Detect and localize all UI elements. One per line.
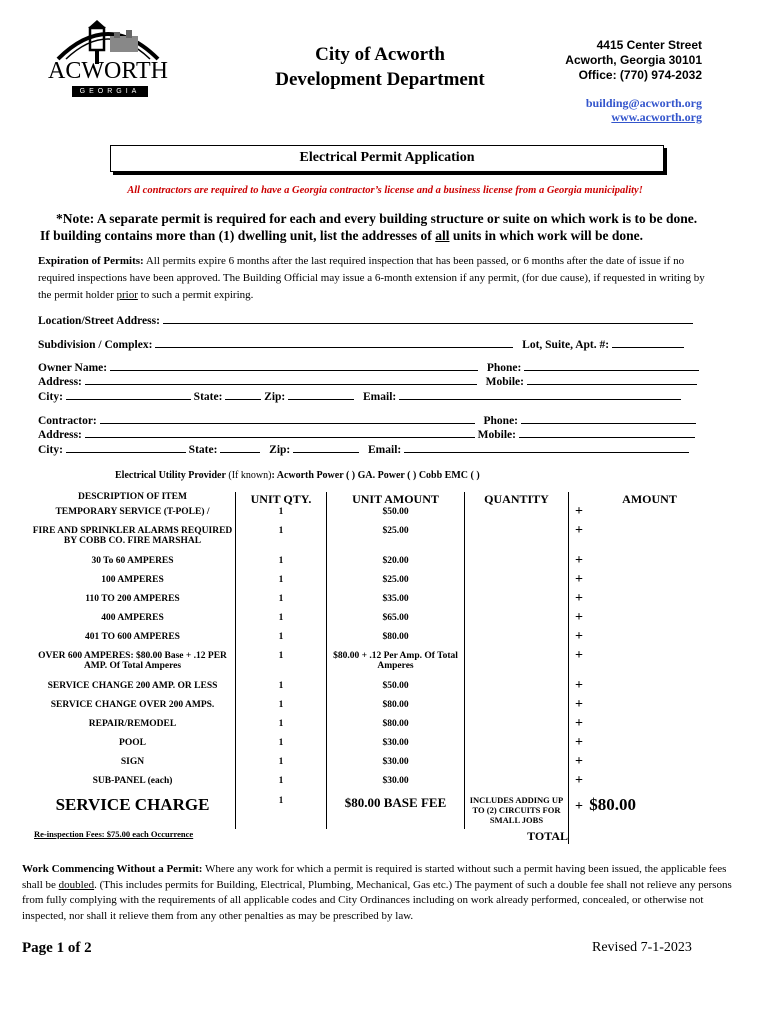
row-description: SUB-PANEL (each) [30,776,236,795]
plus-icon: + [575,591,583,606]
row-unit-amount: $30.00 [327,757,465,776]
row-quantity-field[interactable] [465,632,569,651]
logo-text: ACWORTH [48,58,168,84]
header-qty: UNIT QTY. [236,492,327,507]
row-quantity-field[interactable] [465,575,569,594]
total-row [30,829,730,844]
plus-icon: + [575,523,583,538]
note-line-2a: If building contains more than (1) dwelling unit, list the addresses of [40,228,436,243]
header-total: AMOUNT [622,492,677,506]
row-amount-field[interactable] [569,523,731,556]
plus-icon: + [575,799,583,814]
plus-icon: + [575,648,583,663]
row-quantity-field[interactable] [465,719,569,738]
owner-address-label: Address: [38,376,82,388]
plus-icon: + [575,754,583,769]
row-quantity-field[interactable] [465,507,569,526]
row-unit-qty: 1 [236,738,327,757]
owner-zip-label: Zip: [264,391,286,403]
service-charge-label: SERVICE CHARGE [30,795,236,829]
row-unit-amount: $25.00 [327,526,465,556]
row-description: REPAIR/REMODEL [30,719,236,738]
service-total [569,795,731,829]
contractor-email-label: Email: [368,444,402,456]
row-unit-qty: 1 [236,700,327,719]
expiration-paragraph [38,253,713,304]
table-row [30,632,730,651]
work-without-permit-paragraph [22,862,734,924]
row-unit-amount: $25.00 [327,575,465,594]
row-unit-amount: $30.00 [327,776,465,795]
row-quantity-field[interactable] [465,681,569,700]
note-line-2c: units in which work will be done. [449,228,643,243]
row-description: 30 To 60 AMPERES [30,556,236,575]
contractor-field[interactable] [100,413,475,424]
utility-label: Electrical Utility Provider [115,470,226,481]
row-unit-qty: 1 [236,507,327,526]
work-text-1: Where any work for which a permit is required is started without such a permit having been issued, the applicable fees shall be [22,863,727,891]
service-charge-row [30,795,730,829]
row-amount-field[interactable] [569,629,731,651]
contractor-zip-label: Zip: [269,444,291,456]
table-header-row [30,492,730,507]
service-quantity-note: INCLUDES ADDING UP TO (2) CIRCUITS FOR SMALL JOBS [465,795,569,829]
row-unit-qty: 1 [236,719,327,738]
contractor-address-label: Address: [38,429,82,441]
row-amount-field[interactable] [569,610,731,632]
subdivision-label: Subdivision / Complex: [38,339,153,351]
plus-icon: + [575,773,583,788]
row-unit-amount: $80.00 [327,632,465,651]
logo-subtext: GEORGIA [72,86,148,97]
lot-label: Lot, Suite, Apt. #: [522,339,610,351]
row-unit-amount: $35.00 [327,594,465,613]
city-state: Acworth, Georgia 30101 [565,53,702,67]
table-row [30,556,730,575]
location-label: Location/Street Address: [38,315,160,327]
plus-icon: + [575,678,583,693]
table-row [30,651,730,681]
plus-icon: + [575,735,583,750]
row-unit-amount: $80.00 [327,700,465,719]
plus-icon: + [575,572,583,587]
owner-zip-field[interactable] [288,389,354,400]
contractor-phone-field[interactable] [521,413,696,424]
table-row [30,757,730,776]
license-requirement: All contractors are required to have a Georgia contractor’s license and a business license from a Georgia municipality! [127,185,643,196]
utility-provider [115,470,480,481]
table-row [30,575,730,594]
row-unit-qty: 1 [236,594,327,613]
work-doubled: doubled [58,878,95,891]
row-unit-qty: 1 [236,681,327,700]
plus-icon: + [575,610,583,625]
service-qty: 1 [236,795,327,829]
contractor-address-field[interactable] [85,427,475,438]
row-quantity-field[interactable] [465,594,569,613]
expiration-prior: prior [116,289,138,301]
row-unit-amount: $30.00 [327,738,465,757]
contractor-state-label: State: [188,444,218,456]
owner-email-field[interactable] [399,389,681,400]
row-quantity-field[interactable] [465,526,569,556]
contact-links [586,96,702,124]
table-row [30,738,730,757]
row-amount-field[interactable] [569,697,731,719]
row-amount-field[interactable] [569,773,731,795]
header-amount: UNIT AMOUNT [327,492,465,507]
table-row [30,507,730,526]
row-quantity-field[interactable] [465,738,569,757]
row-quantity-field[interactable] [465,613,569,632]
plus-icon: + [575,629,583,644]
row-description: OVER 600 AMPERES: $80.00 Base + .12 PER AMP. Of Total Amperes [30,651,236,681]
owner-address-row [38,374,697,388]
revision-date: Revised 7-1-2023 [592,940,692,955]
subdivision-field[interactable] [155,337,513,348]
row-amount-field[interactable] [569,591,731,613]
owner-state-field[interactable] [225,389,261,400]
contractor-mobile-field[interactable] [519,427,695,438]
title-line-1: City of Acworth [315,44,445,65]
owner-phone-field[interactable] [524,360,699,371]
contractor-mobile-label: Mobile: [477,429,516,441]
row-unit-amount: $50.00 [327,681,465,700]
permit-note [40,210,750,244]
owner-address-field[interactable] [85,374,477,385]
reinspection-fee: Re-inspection Fees: $75.00 each Occurrence [34,829,194,839]
row-unit-qty: 1 [236,613,327,632]
row-amount-field[interactable] [569,716,731,738]
utility-options[interactable]: Acworth Power ( ) GA. Power ( ) Cobb EMC ( ) [276,470,480,481]
contractor-row [38,413,696,427]
row-description: SERVICE CHANGE OVER 200 AMPS. [30,700,236,719]
contractor-city-label: City: [38,444,63,456]
owner-city-field[interactable] [66,389,191,400]
row-amount-field[interactable] [569,504,731,526]
row-unit-qty: 1 [236,757,327,776]
table-row [30,613,730,632]
row-unit-qty: 1 [236,575,327,594]
contractor-address-row [38,427,695,441]
website-link[interactable]: www.acworth.org [611,110,702,124]
owner-email-label: Email: [363,391,397,403]
title-line-2: Development Department [275,69,485,90]
row-description: SERVICE CHANGE 200 AMP. OR LESS [30,681,236,700]
owner-name-row [38,360,699,374]
owner-city-label: City: [38,391,63,403]
row-quantity-field[interactable] [465,556,569,575]
row-amount-field[interactable] [569,678,731,700]
row-unit-qty: 1 [236,776,327,795]
row-unit-amount: $80.00 [327,719,465,738]
owner-state-label: State: [193,391,223,403]
row-description: 110 TO 200 AMPERES [30,594,236,613]
row-amount-field[interactable] [569,553,731,575]
utility-known: (If known) [225,470,272,481]
owner-city-row [38,389,681,403]
owner-mobile-label: Mobile: [485,376,524,388]
owner-mobile-field[interactable] [527,374,697,385]
row-description: TEMPORARY SERVICE (T-POLE) / [30,507,236,526]
contractor-phone-label: Phone: [483,415,519,427]
row-description: 100 AMPERES [30,575,236,594]
row-unit-qty: 1 [236,632,327,651]
office-address [565,38,702,83]
header-quantity: QUANTITY [465,492,569,507]
table-row [30,681,730,700]
row-description: FIRE AND SPRINKLER ALARMS REQUIRED BY COBB CO. FIRE MARSHAL [30,526,236,556]
owner-name-label: Owner Name: [38,362,108,374]
total-amount-field[interactable] [569,829,731,844]
table-row [30,526,730,556]
row-amount-field[interactable] [569,735,731,757]
fee-table [30,492,730,844]
plus-icon: + [575,716,583,731]
office-phone: Office: (770) 974-2032 [578,68,702,82]
contractor-city-field[interactable] [66,442,186,453]
row-description: POOL [30,738,236,757]
page-title [230,42,530,92]
utility-colon: : [271,470,275,481]
location-row [38,313,693,327]
row-unit-qty: 1 [236,556,327,575]
total-label: TOTAL [465,829,569,844]
note-line-1: *Note: A separate permit is required for each and every building structure or suite on which work is to be done. [56,211,698,226]
work-text-2: . (This includes permits for Building, Electrical, Plumbing, Mechanical, Gas etc.) The payment of such a double fee shall not relieve any persons from fully complying with the requirements of all applicable codes and City Ordinances including on work already performed, concealed, or otherwise not inspected, nor shall it relieve them from any other penalties as may be prescribed by law. [22,878,732,922]
contractor-label: Contractor: [38,415,97,427]
row-amount-field[interactable] [569,648,731,681]
expiration-label: Expiration of Permits: [38,255,144,267]
table-row [30,719,730,738]
owner-name-field[interactable] [110,360,478,371]
lot-field[interactable] [612,337,684,348]
contractor-city-row [38,442,689,456]
work-label: Work Commencing Without a Permit: [22,863,203,875]
owner-phone-label: Phone: [486,362,522,374]
table-row [30,700,730,719]
header-desc: DESCRIPTION OF ITEM [30,492,236,507]
service-total-value: $80.00 [589,795,636,814]
total-spacer [327,829,465,844]
row-unit-amount: $80.00 + .12 Per Amp. Of Total Amperes [327,651,465,681]
application-title: Electrical Permit Application [110,145,664,172]
street: 4415 Center Street [596,38,702,52]
expiration-text-1: All permits expire 6 months after the last required inspection that has been passed, or 6 months after the date of issue if no required inspections have been approved. The Building Official may issue a 6-month extension if any permit, (for due cause), if requested in writing by the permit holder [38,255,705,301]
row-amount-field[interactable] [569,572,731,594]
row-description: 401 TO 600 AMPERES [30,632,236,651]
row-amount-field[interactable] [569,754,731,776]
service-amount: $80.00 BASE FEE [327,795,465,829]
row-quantity-field[interactable] [465,700,569,719]
table-row [30,776,730,795]
row-description: 400 AMPERES [30,613,236,632]
row-unit-amount: $50.00 [327,507,465,526]
contractor-zip-field[interactable] [293,442,359,453]
location-field[interactable] [163,313,693,324]
row-unit-amount: $65.00 [327,613,465,632]
row-unit-qty: 1 [236,651,327,681]
contractor-email-field[interactable] [404,442,689,453]
plus-icon: + [575,697,583,712]
table-row [30,594,730,613]
city-logo [38,14,178,104]
plus-icon: + [575,504,583,519]
row-quantity-field[interactable] [465,776,569,795]
row-unit-amount: $20.00 [327,556,465,575]
subdivision-row [38,337,684,351]
row-description: SIGN [30,757,236,776]
row-unit-qty: 1 [236,526,327,556]
page-number: Page 1 of 2 [22,940,92,956]
row-quantity-field[interactable] [465,651,569,681]
row-quantity-field[interactable] [465,757,569,776]
plus-icon: + [575,553,583,568]
email-link[interactable]: building@acworth.org [585,96,702,110]
expiration-text-2: to such a permit expiring. [137,289,254,301]
contractor-state-field[interactable] [220,442,260,453]
note-line-2b: all [435,228,450,243]
